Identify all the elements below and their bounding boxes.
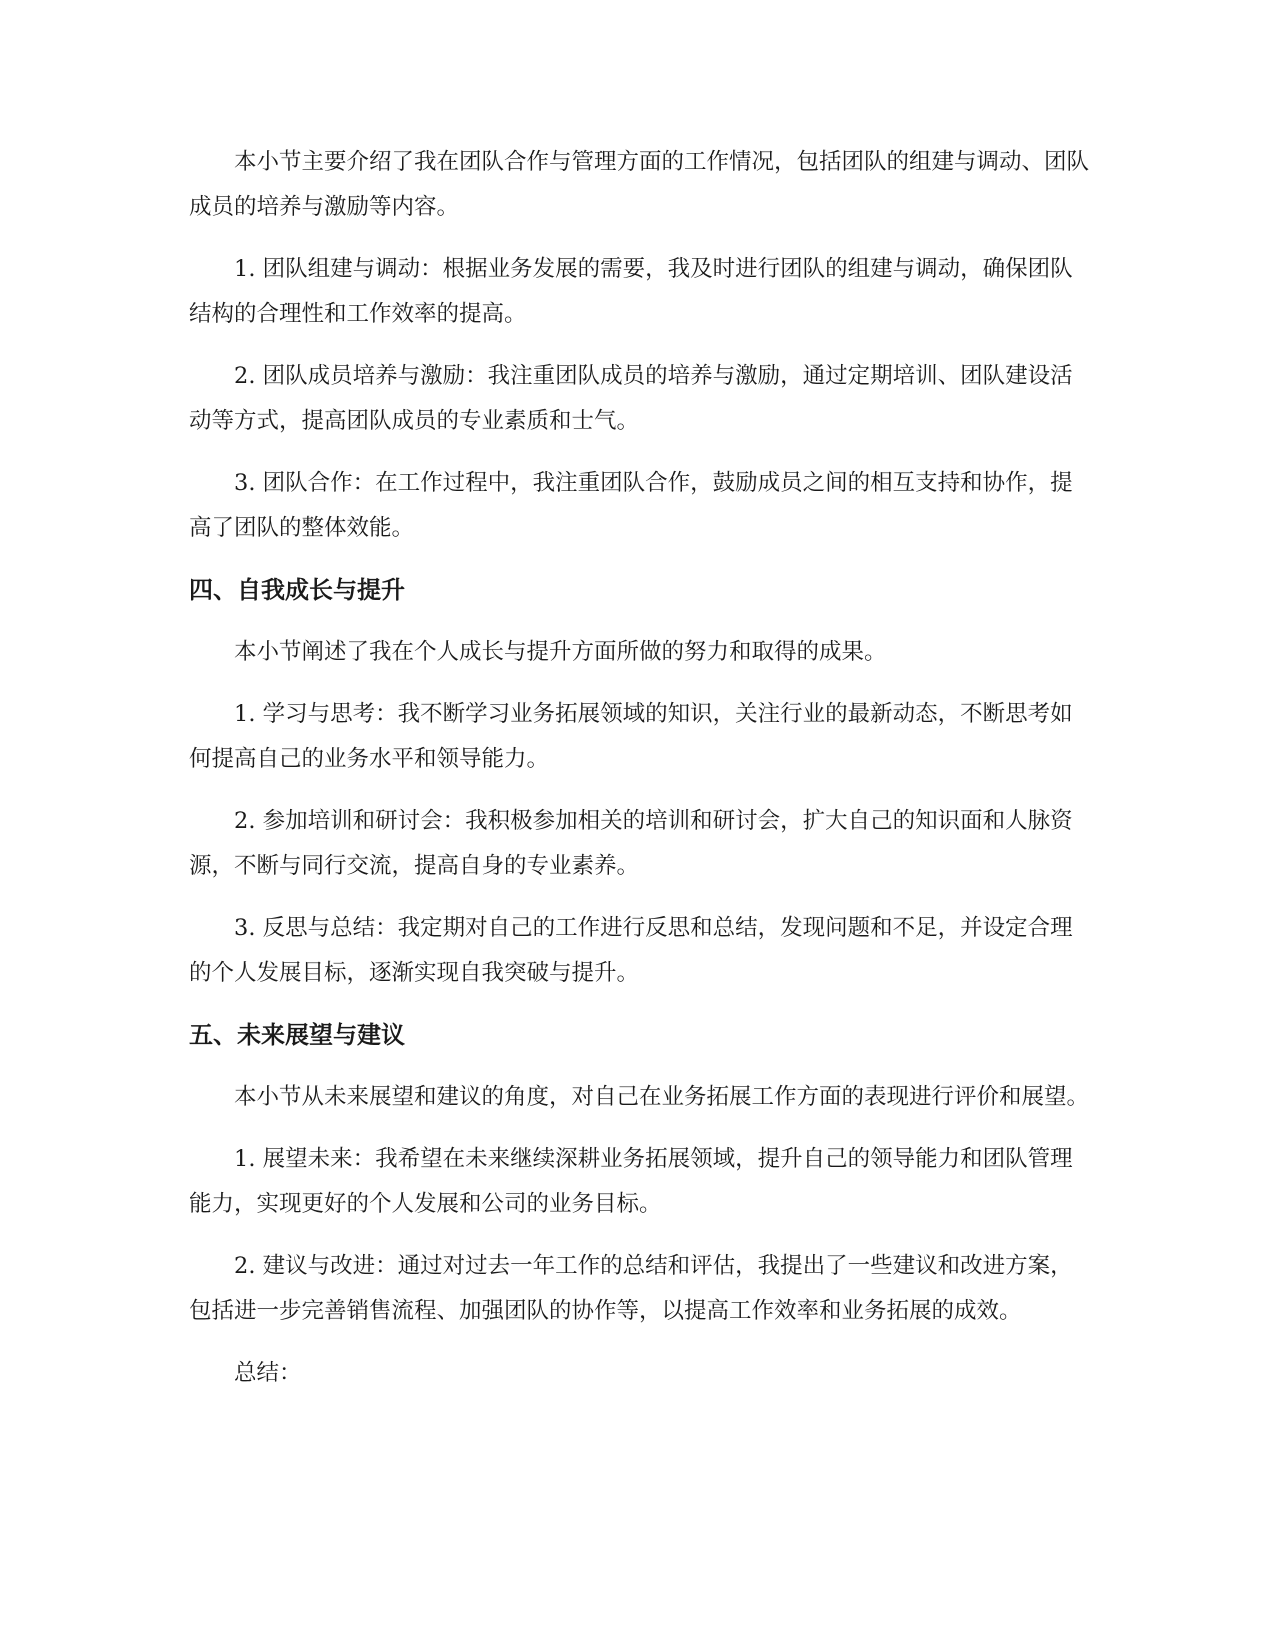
paragraph-team-formation: 1. 团队组建与调动：根据业务发展的需要，我及时进行团队的组建与调动，确保团队结构的合理性和工作效率的提高。 [189, 256, 1073, 327]
paragraph-reflection: 3. 反思与总结：我定期对自己的工作进行反思和总结，发现问题和不足，并设定合理的个人发展目标，逐渐实现自我突破与提升。 [189, 915, 1073, 986]
section-heading-self-growth: 四、自我成长与提升 [189, 576, 405, 604]
paragraph-team-cooperation: 3. 团队合作：在工作过程中，我注重团队合作，鼓励成员之间的相互支持和协作，提高了团队的整体效能。 [189, 470, 1073, 541]
paragraph-suggestions: 2. 建议与改进：通过对过去一年工作的总结和评估，我提出了一些建议和改进方案，包括进一步完善销售流程、加强团队的协作等，以提高工作效率和业务拓展的成效。 [189, 1253, 1073, 1324]
paragraph-outlook-intro: 本小节从未来展望和建议的角度，对自己在业务拓展工作方面的表现进行评价和展望。 [234, 1084, 1090, 1110]
paragraph-team-intro: 本小节主要介绍了我在团队合作与管理方面的工作情况，包括团队的组建与调动、团队成员的培养与激励等内容。 [189, 149, 1090, 220]
paragraph-summary-label: 总结： [234, 1360, 302, 1386]
paragraph-growth-intro: 本小节阐述了我在个人成长与提升方面所做的努力和取得的成果。 [234, 639, 887, 665]
paragraph-future: 1. 展望未来：我希望在未来继续深耕业务拓展领域，提升自己的领导能力和团队管理能力，实现更好的个人发展和公司的业务目标。 [189, 1146, 1073, 1217]
paragraph-learning: 1. 学习与思考：我不断学习业务拓展领域的知识，关注行业的最新动态，不断思考如何提高自己的业务水平和领导能力。 [189, 701, 1073, 772]
paragraph-training-seminars: 2. 参加培训和研讨会：我积极参加相关的培训和研讨会，扩大自己的知识面和人脉资源，不断与同行交流，提高自身的专业素养。 [189, 808, 1073, 879]
paragraph-team-training: 2. 团队成员培养与激励：我注重团队成员的培养与激励，通过定期培训、团队建设活动等方式，提高团队成员的专业素质和士气。 [189, 363, 1073, 434]
document-body [189, 140, 1089, 1413]
section-heading-future-outlook: 五、未来展望与建议 [189, 1021, 405, 1049]
